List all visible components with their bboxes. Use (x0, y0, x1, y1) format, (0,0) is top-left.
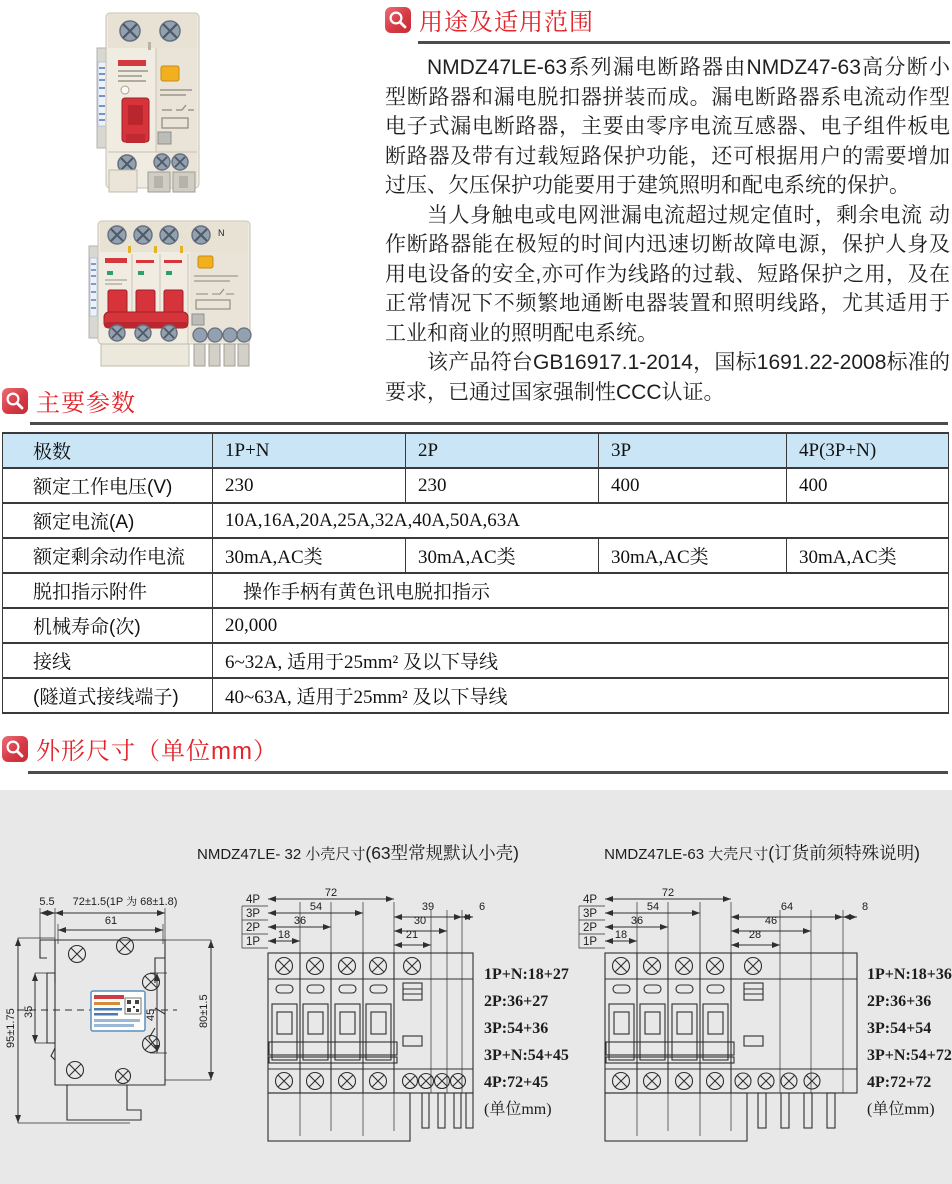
table-row (3, 573, 949, 608)
table-row (3, 678, 949, 713)
col-header-4p: 4P(3P+N) (787, 433, 949, 468)
row-label: 接线 (3, 643, 213, 678)
cell-span: 6~32A, 适用于25mm² 及以下导线 (213, 643, 949, 678)
legend-4p: 4P:72+72 (867, 1074, 932, 1091)
usage-rule (418, 41, 950, 44)
legend-1pn: 1P+N:18+36 (867, 966, 952, 983)
dim-54: 54 (309, 901, 323, 913)
dims-section-title: 外形尺寸（单位mm） (36, 738, 278, 765)
table-row (3, 538, 949, 573)
table-row (3, 503, 949, 538)
row-label: (隧道式接线端子) (3, 678, 213, 713)
toggle-handles (104, 290, 188, 328)
table-header-row (3, 433, 949, 468)
cell-span: 操作手柄有黄色讯电脱扣指示 (213, 573, 949, 608)
neutral-pole-label: N (218, 228, 225, 238)
cell-span: 10A,16A,20A,25A,32A,40A,50A,63A (213, 503, 949, 538)
dim-5-5: 5.5 (39, 896, 55, 908)
magnifier-icon (2, 388, 28, 414)
bottom-plate (268, 1093, 410, 1141)
magnifier-icon (385, 7, 411, 33)
product-photo-3pn-breaker (88, 216, 264, 377)
large-shell-title (572, 840, 952, 865)
legend-4p: 4P:72+45 (484, 1074, 549, 1091)
legend-3p: 3P:54+36 (484, 1020, 549, 1037)
pole-label-3p: 3P (245, 908, 261, 920)
params-rule (30, 422, 948, 425)
cell: 230 (213, 468, 406, 503)
dim-54: 54 (646, 901, 660, 913)
dim-39: 39 (421, 901, 435, 913)
small-shell-title-suffix: (63型常规默认小壳) (365, 843, 519, 863)
pole-label-4p: 4P (245, 894, 261, 906)
legend-2p: 2P:36+36 (867, 993, 932, 1010)
section-usage (385, 2, 950, 407)
cell: 230 (406, 468, 599, 503)
dim-61: 61 (104, 915, 118, 927)
large-shell-title-prefix: NMDZ47LE-63 大壳尺寸 (604, 846, 769, 863)
pole-label-4p: 4P (582, 894, 598, 906)
parameters-table (2, 432, 949, 714)
cell: 30mA,AC类 (213, 538, 406, 573)
dim-80: 80±1.5 (198, 994, 210, 1028)
toggle-handle (122, 98, 149, 143)
dim-36: 36 (630, 915, 644, 927)
legend-3pn: 3P+N:54+72 (867, 1047, 952, 1064)
params-section-title: 主要参数 (36, 390, 136, 417)
dim-72: 72 (661, 887, 675, 899)
terminal-pins (758, 1093, 835, 1128)
dim-72: 72 (324, 887, 338, 899)
yellow-indicator (161, 66, 179, 81)
dim-8: 8 (861, 901, 869, 913)
dim-30: 30 (413, 915, 427, 927)
test-button (158, 132, 171, 144)
top-terminal-screws (276, 958, 421, 975)
dim-18: 18 (614, 929, 628, 941)
pole-label-1p: 1P (582, 936, 598, 948)
pole-label-2p: 2P (582, 922, 598, 934)
dim-45: 45 (145, 1008, 157, 1021)
section-dimensions (2, 731, 948, 774)
usage-paragraph-2: 当人身触电或电网泄漏电流超过规定值时，剩余电流 动作断路器能在极短的时间内迅速切断故障电源，保护人身及用电设备的安全,亦可作为线路的过载、短路保护之用，及在正常情况下不频繁地通断电器装置和照明线路，尤其适用于工业和商业的照明配电系统。 (385, 203, 950, 345)
row-label: 机械寿命(次) (3, 608, 213, 643)
breaker-outline (605, 953, 857, 1093)
section-params (2, 383, 948, 425)
large-shell-title-suffix: (订货前须特殊说明) (768, 843, 920, 863)
col-header-1pn: 1P+N (213, 433, 406, 468)
magnifier-icon (2, 736, 28, 762)
row-label: 额定工作电压(V) (3, 468, 213, 503)
cell: 30mA,AC类 (406, 538, 599, 573)
bottom-plate (605, 1093, 747, 1141)
usage-paragraph-3: 该产品符台GB16917.1-2014，国标1691.22-2008标准的要求，已通过国家强制性CCC认证。 (385, 351, 950, 404)
dims-rule (28, 771, 948, 774)
usage-section-title: 用途及适用范围 (419, 9, 594, 36)
terminal-comb (194, 344, 249, 366)
col-header-3p: 3P (599, 433, 787, 468)
test-button (192, 314, 204, 325)
side-view-drawing (5, 888, 237, 1143)
bottom-terminal-screws (276, 1073, 466, 1090)
params-section-header (2, 383, 948, 418)
pole-label-3p: 3P (582, 908, 598, 920)
small-shell-title (168, 840, 548, 865)
table-row (3, 468, 949, 503)
top-terminal-screws (613, 958, 762, 975)
dim-72: 72±1.5(1P 为 68±1.8) (72, 896, 178, 908)
handle-assembly (269, 1004, 397, 1063)
pole-label-1p: 1P (245, 936, 261, 948)
cell-span: 40~63A, 适用于25mm² 及以下导线 (213, 678, 949, 713)
col-header-2p: 2P (406, 433, 599, 468)
legend-3p: 3P:54+54 (867, 1020, 932, 1037)
brand-mark (105, 258, 127, 263)
row-label: 额定剩余动作电流 (3, 538, 213, 573)
product-photo-1pn-breaker (96, 10, 204, 201)
usage-section-header (385, 2, 950, 37)
dim-95: 95±1.75 (5, 1008, 17, 1048)
usage-paragraph-1: NMDZ47LE-63系列漏电断路器由NMDZ47-63高分断小型断路器和漏电脱扣器拼装而成。漏电断路器系电流动作型电子式漏电断路器，主要由零序电流互感器、电子组件板电断路器及带有过载短路保护功能，还可根据用户的需要增加过压、欠压保护功能要用于建筑照明和配电系统的保护。 (385, 56, 950, 197)
legend-2p: 2P:36+27 (484, 993, 549, 1010)
col-header-poles: 极数 (3, 433, 213, 468)
cell: 400 (787, 468, 949, 503)
cell: 30mA,AC类 (599, 538, 787, 573)
bottom-terminal-screws (613, 1073, 821, 1090)
dim-46: 46 (764, 915, 778, 927)
legend-unit: (单位mm) (867, 1101, 935, 1118)
usage-paragraphs (385, 53, 950, 407)
dim-6: 6 (478, 901, 486, 913)
legend-1pn: 1P+N:18+27 (484, 966, 569, 983)
table-row (3, 643, 949, 678)
dim-35: 35 (23, 1005, 35, 1018)
cell: 30mA,AC类 (787, 538, 949, 573)
small-shell-title-prefix: NMDZ47LE- 32 小壳尺寸 (197, 846, 366, 863)
dim-18: 18 (277, 929, 291, 941)
dim-64: 64 (780, 901, 794, 913)
handle-assembly (606, 1004, 734, 1063)
product-label-sticker (91, 991, 145, 1031)
pole-label-2p: 2P (245, 922, 261, 934)
row-label: 脱扣指示附件 (3, 573, 213, 608)
row-label: 额定电流(A) (3, 503, 213, 538)
dim-21: 21 (405, 929, 419, 941)
dim-28: 28 (748, 929, 762, 941)
large-shell-drawing (575, 886, 952, 1163)
legend-3pn: 3P+N:54+45 (484, 1047, 569, 1064)
table-row (3, 608, 949, 643)
dims-section-header (2, 731, 948, 766)
brand-mark (118, 60, 146, 66)
dim-36: 36 (293, 915, 307, 927)
cell: 400 (599, 468, 787, 503)
dimensions-panel (0, 790, 952, 1184)
terminal-pins (422, 1093, 473, 1128)
cell-span: 20,000 (213, 608, 949, 643)
yellow-indicator (198, 256, 213, 268)
legend-unit: (单位mm) (484, 1101, 552, 1118)
small-shell-drawing (238, 886, 578, 1163)
